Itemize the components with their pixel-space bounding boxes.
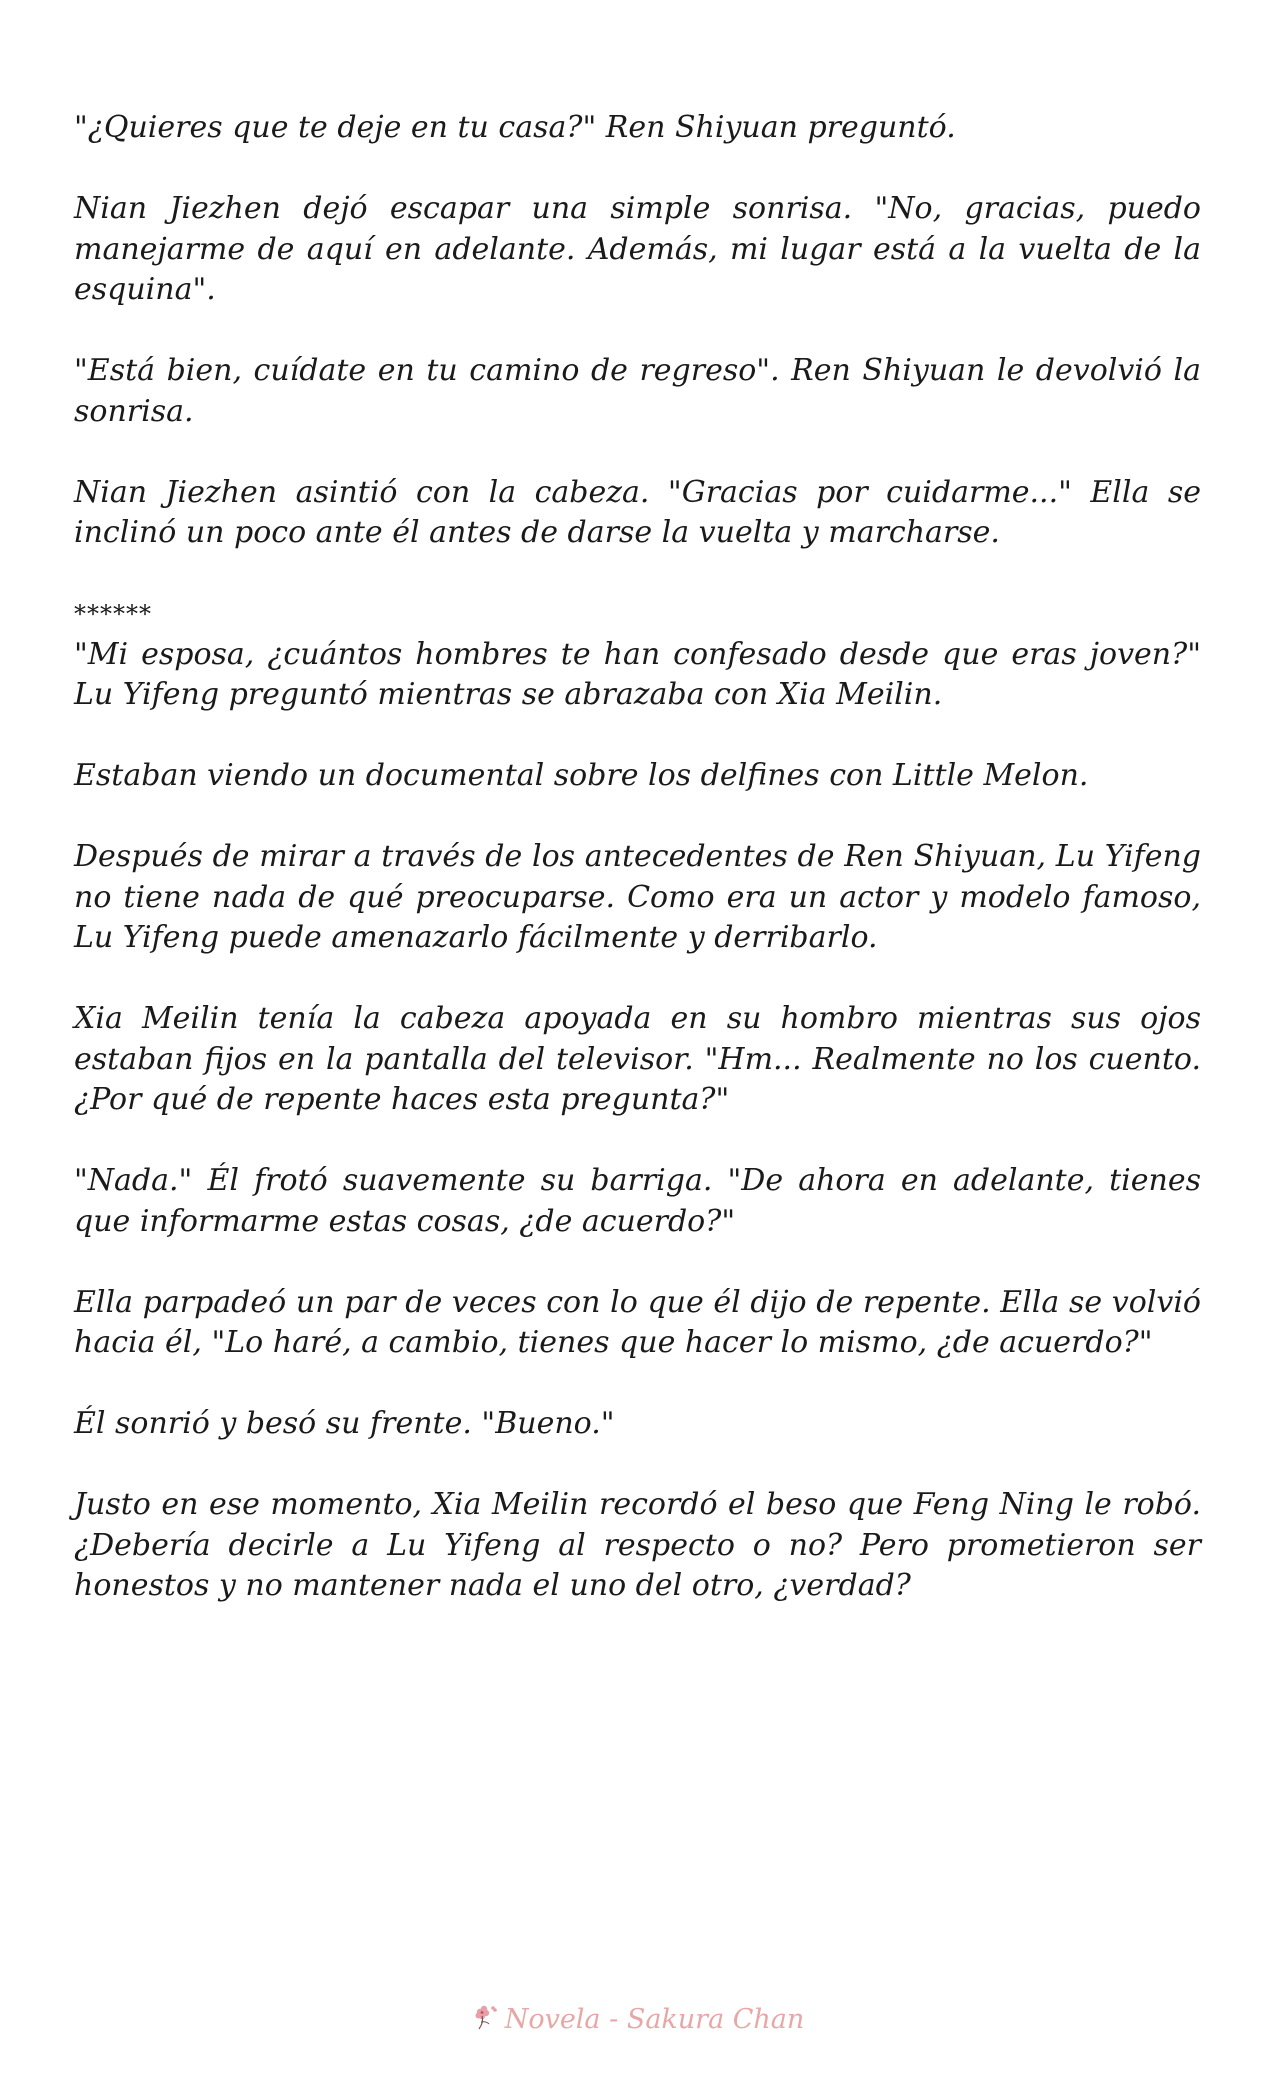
paragraph-8: Xia Meilin tenía la cabeza apoyada en su hombro mientras sus ojos estaban fijos en la pantalla del televisor. "Hm... Realmente no los cuento. ¿Por qué de repente haces esta pregunta?" xyxy=(74,1001,1201,1117)
paragraph-12: Justo en ese momento, Xia Meilin recordó el beso que Feng Ning le robó. ¿Debería decirle a Lu Yifeng al respecto o no? Pero prometieron ser honestos y no mantener nada el uno del otro, ¿verdad? xyxy=(74,1487,1201,1603)
document-body xyxy=(74,108,1201,1647)
paragraph-1: "¿Quieres que te deje en tu casa?" Ren Shiyuan preguntó. xyxy=(74,110,956,145)
paragraph-10: Ella parpadeó un par de veces con lo que él dijo de repente. Ella se volvió hacia él, "Lo haré, a cambio, tienes que hacer lo mismo, ¿de acuerdo?" xyxy=(74,1284,1201,1360)
paragraph-4: Nian Jiezhen asintió con la cabeza. "Gracias por cuidarme..." Ella se inclinó un poco ante él antes de darse la vuelta y marcharse. xyxy=(74,474,1201,550)
paragraph-11: Él sonrió y besó su frente. "Bueno." xyxy=(74,1406,615,1441)
footer-watermark xyxy=(0,2002,1275,2035)
paragraph-3: "Está bien, cuídate en tu camino de regreso". Ren Shiyuan le devolvió la sonrisa. xyxy=(74,353,1201,429)
paragraph-6: Estaban viendo un documental sobre los delfines con Little Melon. xyxy=(74,758,1089,793)
paragraph-7: Después de mirar a través de los antecedentes de Ren Shiyuan, Lu Yifeng no tiene nada de qué preocuparse. Como era un actor y modelo famoso, Lu Yifeng puede amenazarlo fácilmente y derribarlo. xyxy=(74,839,1201,955)
scene-separator: ****** xyxy=(74,600,152,628)
footer-text: Novela - Sakura Chan xyxy=(504,2004,805,2035)
paragraph-9: "Nada." Él frotó suavemente su barriga. "De ahora en adelante, tienes que informarme estas cosas, ¿de acuerdo?" xyxy=(74,1163,1201,1239)
sakura-flower-icon xyxy=(471,2002,501,2032)
paragraph-2: Nian Jiezhen dejó escapar una simple sonrisa. "No, gracias, puedo manejarme de aquí en adelante. Además, mi lugar está a la vuelta de la esquina". xyxy=(74,191,1201,307)
paragraph-5: "Mi esposa, ¿cuántos hombres te han confesado desde que eras joven?" Lu Yifeng preguntó mientras se abrazaba con Xia Meilin. xyxy=(74,636,1201,712)
